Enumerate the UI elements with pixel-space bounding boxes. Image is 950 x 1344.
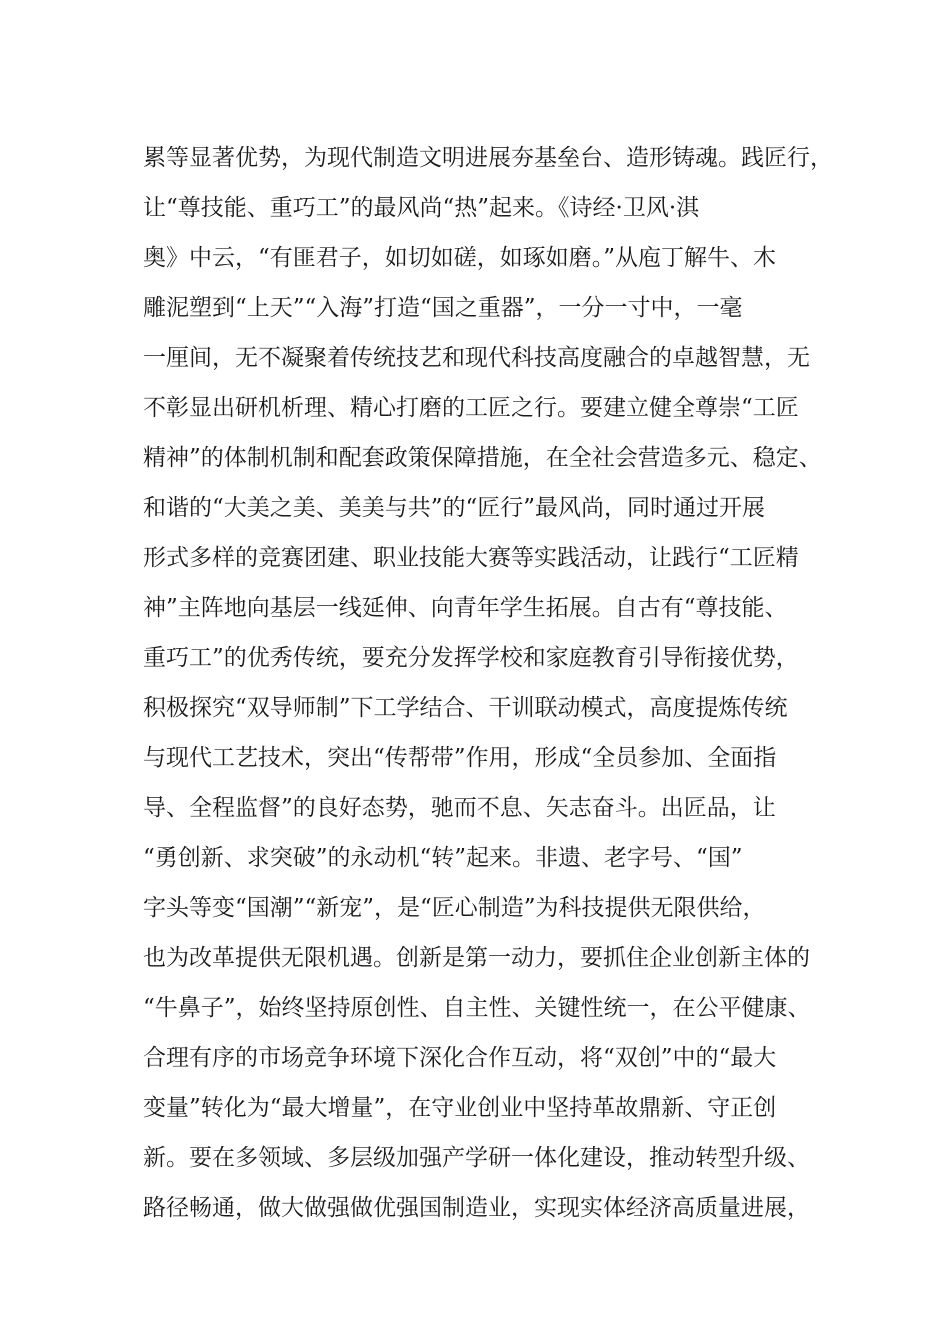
text-line: “勇创新、求突破”的永动机“转”起来。非遗、老字号、“国” bbox=[143, 845, 743, 871]
text-line: 变量”转化为“最大增量”，在守业创业中坚持革故鼎新、守正创 bbox=[143, 1095, 777, 1121]
body-text bbox=[143, 133, 833, 1233]
text-line: 一厘间，无不凝聚着传统技艺和现代科技高度融合的卓越智慧，无 bbox=[143, 345, 810, 371]
text-line: 字头等变“国潮”“新宠”，是“匠心制造”为科技提供无限供给， bbox=[143, 895, 766, 921]
text-line: “牛鼻子”，始终坚持原创性、自主性、关键性统一，在公平健康、 bbox=[143, 995, 811, 1021]
text-line: 让“尊技能、重巧工”的最风尚“热”起来。《诗经·卫风·淇 bbox=[143, 195, 700, 221]
text-line: 奥》中云，“有匪君子，如切如磋，如琢如磨。”从庖丁解牛、木 bbox=[143, 245, 777, 271]
text-line: 与现代工艺技术，突出“传帮带”作用，形成“全员参加、全面指 bbox=[143, 745, 777, 771]
text-line: 和谐的“大美之美、美美与共”的“匠行”最风尚，同时通过开展 bbox=[143, 495, 766, 521]
text-line: 重巧工”的优秀传统，要充分发挥学校和家庭教育引导衔接优势， bbox=[143, 645, 799, 671]
text-line: 也为改革提供无限机遇。创新是第一动力，要抓住企业创新主体的 bbox=[143, 945, 810, 971]
text-line: 精神”的体制机制和配套政策保障措施，在全社会营造多元、稳定、 bbox=[143, 445, 822, 471]
text-line: 不彰显出研机析理、精心打磨的工匠之行。要建立健全尊崇“工匠 bbox=[143, 395, 799, 421]
text-line: 神”主阵地向基层一线延伸、向青年学生拓展。自古有“尊技能、 bbox=[143, 595, 788, 621]
text-line: 路径畅通，做大做强做优强国制造业，实现实体经济高质量进展， bbox=[143, 1195, 810, 1221]
text-line: 雕泥塑到“上天”“入海”打造“国之重器”，一分一寸中，一毫 bbox=[143, 295, 743, 321]
text-line: 新。要在多领域、多层级加强产学研一体化建设，推动转型升级、 bbox=[143, 1145, 810, 1171]
text-line: 积极探究“双导师制”下工学结合、干训联动模式，高度提炼传统 bbox=[143, 695, 788, 721]
text-line: 合理有序的市场竞争环境下深化合作互动，将“双创”中的“最大 bbox=[143, 1045, 777, 1071]
text-line: 形式多样的竞赛团建、职业技能大赛等实践活动，让践行“工匠精 bbox=[143, 545, 799, 571]
text-line: 导、全程监督”的良好态势，驰而不息、矢志奋斗。出匠品，让 bbox=[143, 795, 776, 821]
text-line: 累等显著优势，为现代制造文明进展夯基垒台、造形铸魂。践匠行， bbox=[143, 145, 833, 171]
